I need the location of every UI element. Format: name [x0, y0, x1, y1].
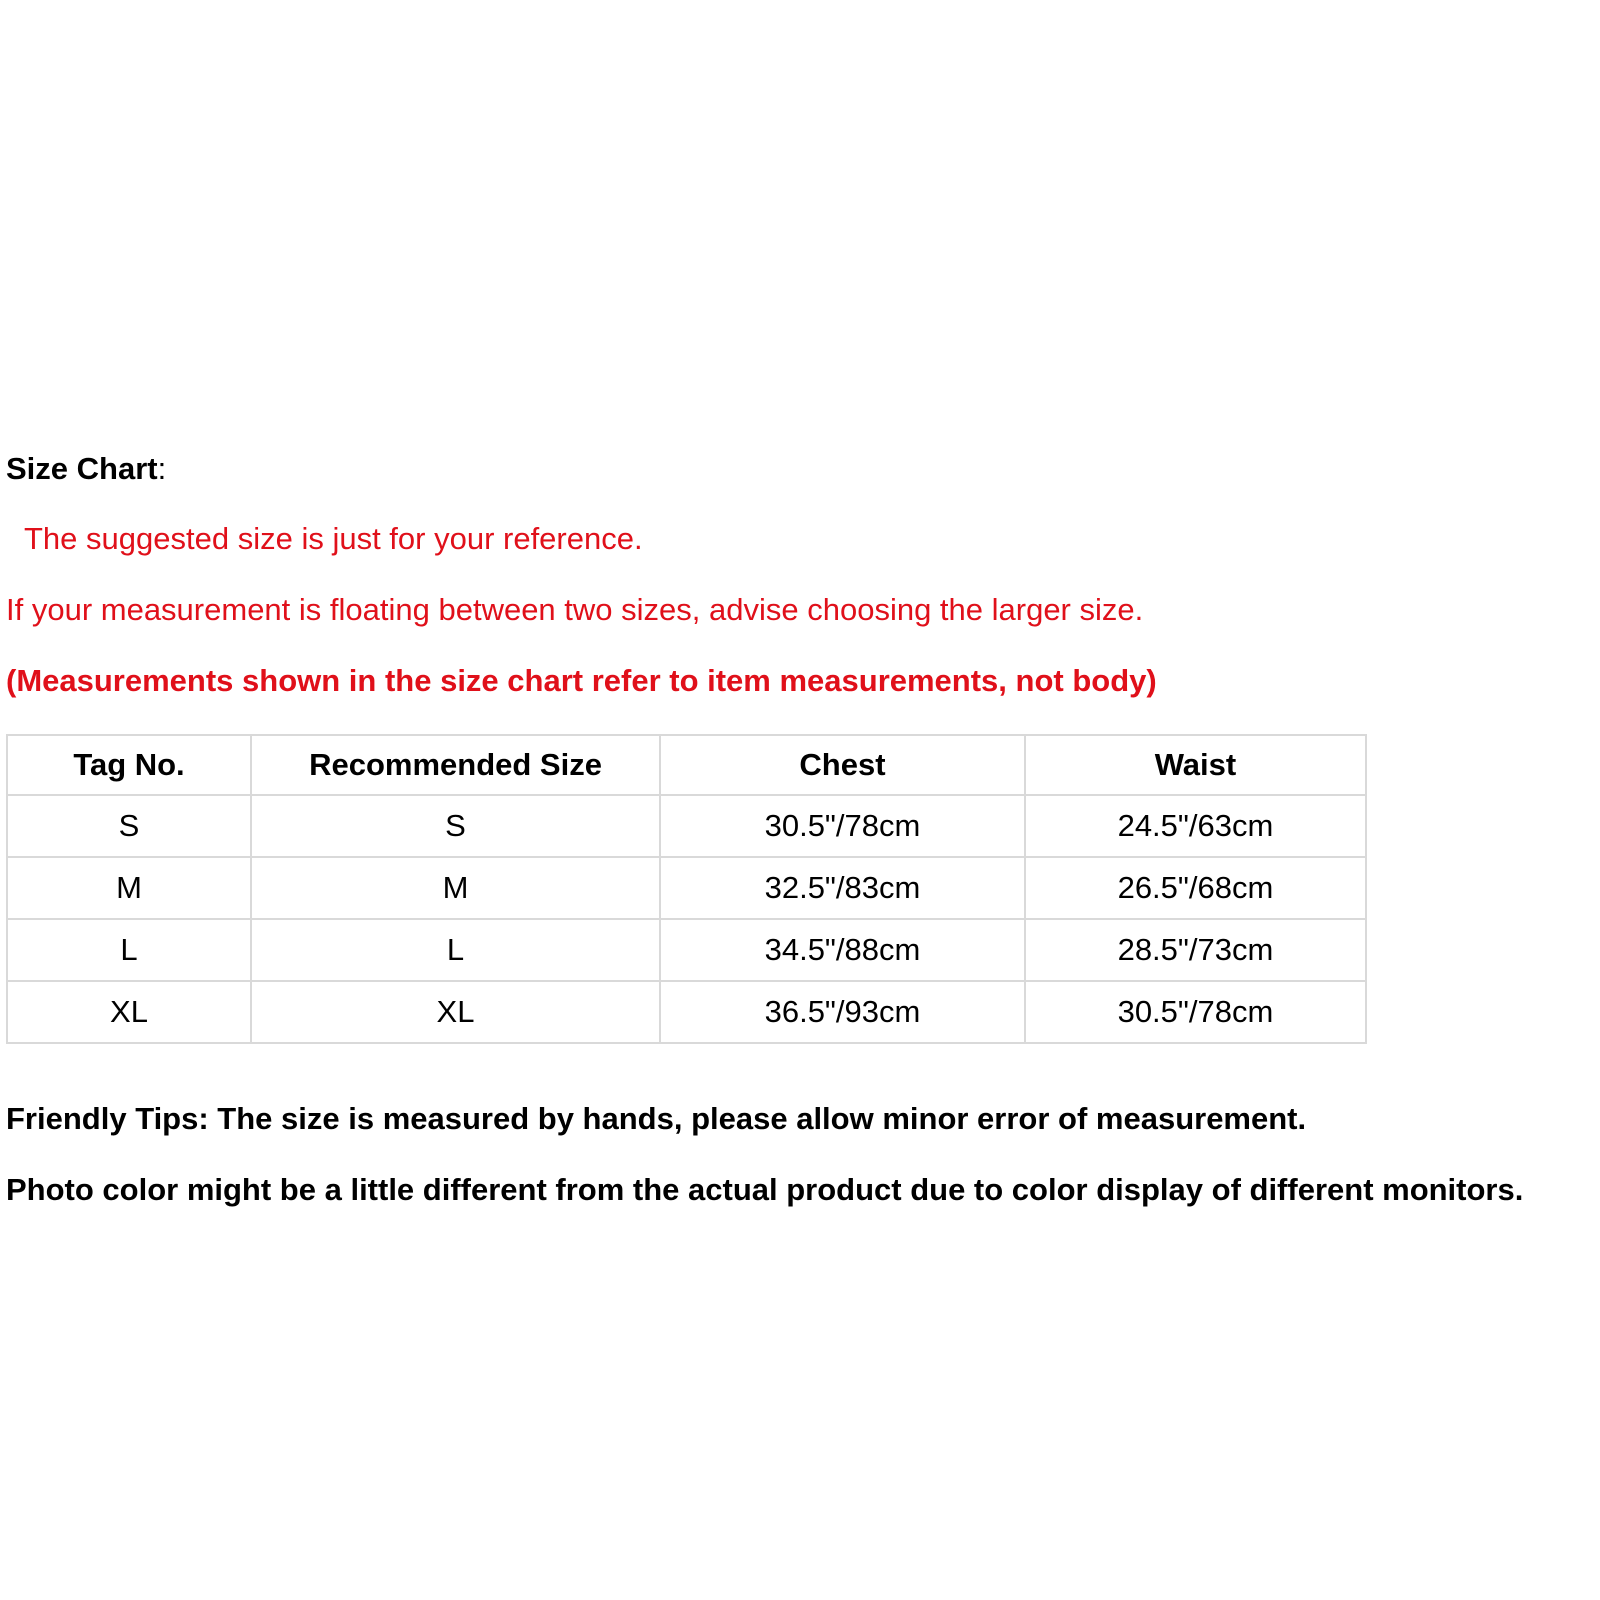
measurement-note: (Measurements shown in the size chart refer to item measurements, not body)	[6, 663, 1157, 698]
size-chart-title	[6, 449, 166, 489]
table-row	[7, 919, 1366, 981]
friendly-tips: Friendly Tips: The size is measured by hands, please allow minor error of measurement.	[6, 1101, 1307, 1136]
size-chart-title-text: Size Chart	[6, 451, 158, 486]
cell-waist: 24.5"/63cm	[1025, 795, 1366, 857]
header-waist: Waist	[1025, 735, 1366, 795]
cell-waist: 28.5"/73cm	[1025, 919, 1366, 981]
cell-chest: 32.5"/83cm	[660, 857, 1025, 919]
cell-chest: 30.5"/78cm	[660, 795, 1025, 857]
cell-chest: 34.5"/88cm	[660, 919, 1025, 981]
header-chest: Chest	[660, 735, 1025, 795]
table-row	[7, 981, 1366, 1043]
cell-recommended-size: XL	[251, 981, 660, 1043]
cell-chest: 36.5"/93cm	[660, 981, 1025, 1043]
cell-tag-no: M	[7, 857, 251, 919]
header-recommended-size: Recommended Size	[251, 735, 660, 795]
cell-waist: 26.5"/68cm	[1025, 857, 1366, 919]
cell-tag-no: L	[7, 919, 251, 981]
header-tag-no: Tag No.	[7, 735, 251, 795]
cell-recommended-size: S	[251, 795, 660, 857]
cell-recommended-size: M	[251, 857, 660, 919]
table-row	[7, 795, 1366, 857]
reference-note: The suggested size is just for your reference.	[24, 521, 643, 556]
size-chart-title-colon: :	[157, 451, 167, 486]
cell-waist: 30.5"/78cm	[1025, 981, 1366, 1043]
table-row	[7, 857, 1366, 919]
floating-size-note: If your measurement is floating between two sizes, advise choosing the larger size.	[6, 592, 1144, 627]
photo-color-note: Photo color might be a little different from the actual product due to color display of different monitors.	[6, 1172, 1524, 1207]
cell-tag-no: S	[7, 795, 251, 857]
table-header-row	[7, 735, 1366, 795]
size-table	[6, 734, 1367, 1044]
cell-recommended-size: L	[251, 919, 660, 981]
cell-tag-no: XL	[7, 981, 251, 1043]
